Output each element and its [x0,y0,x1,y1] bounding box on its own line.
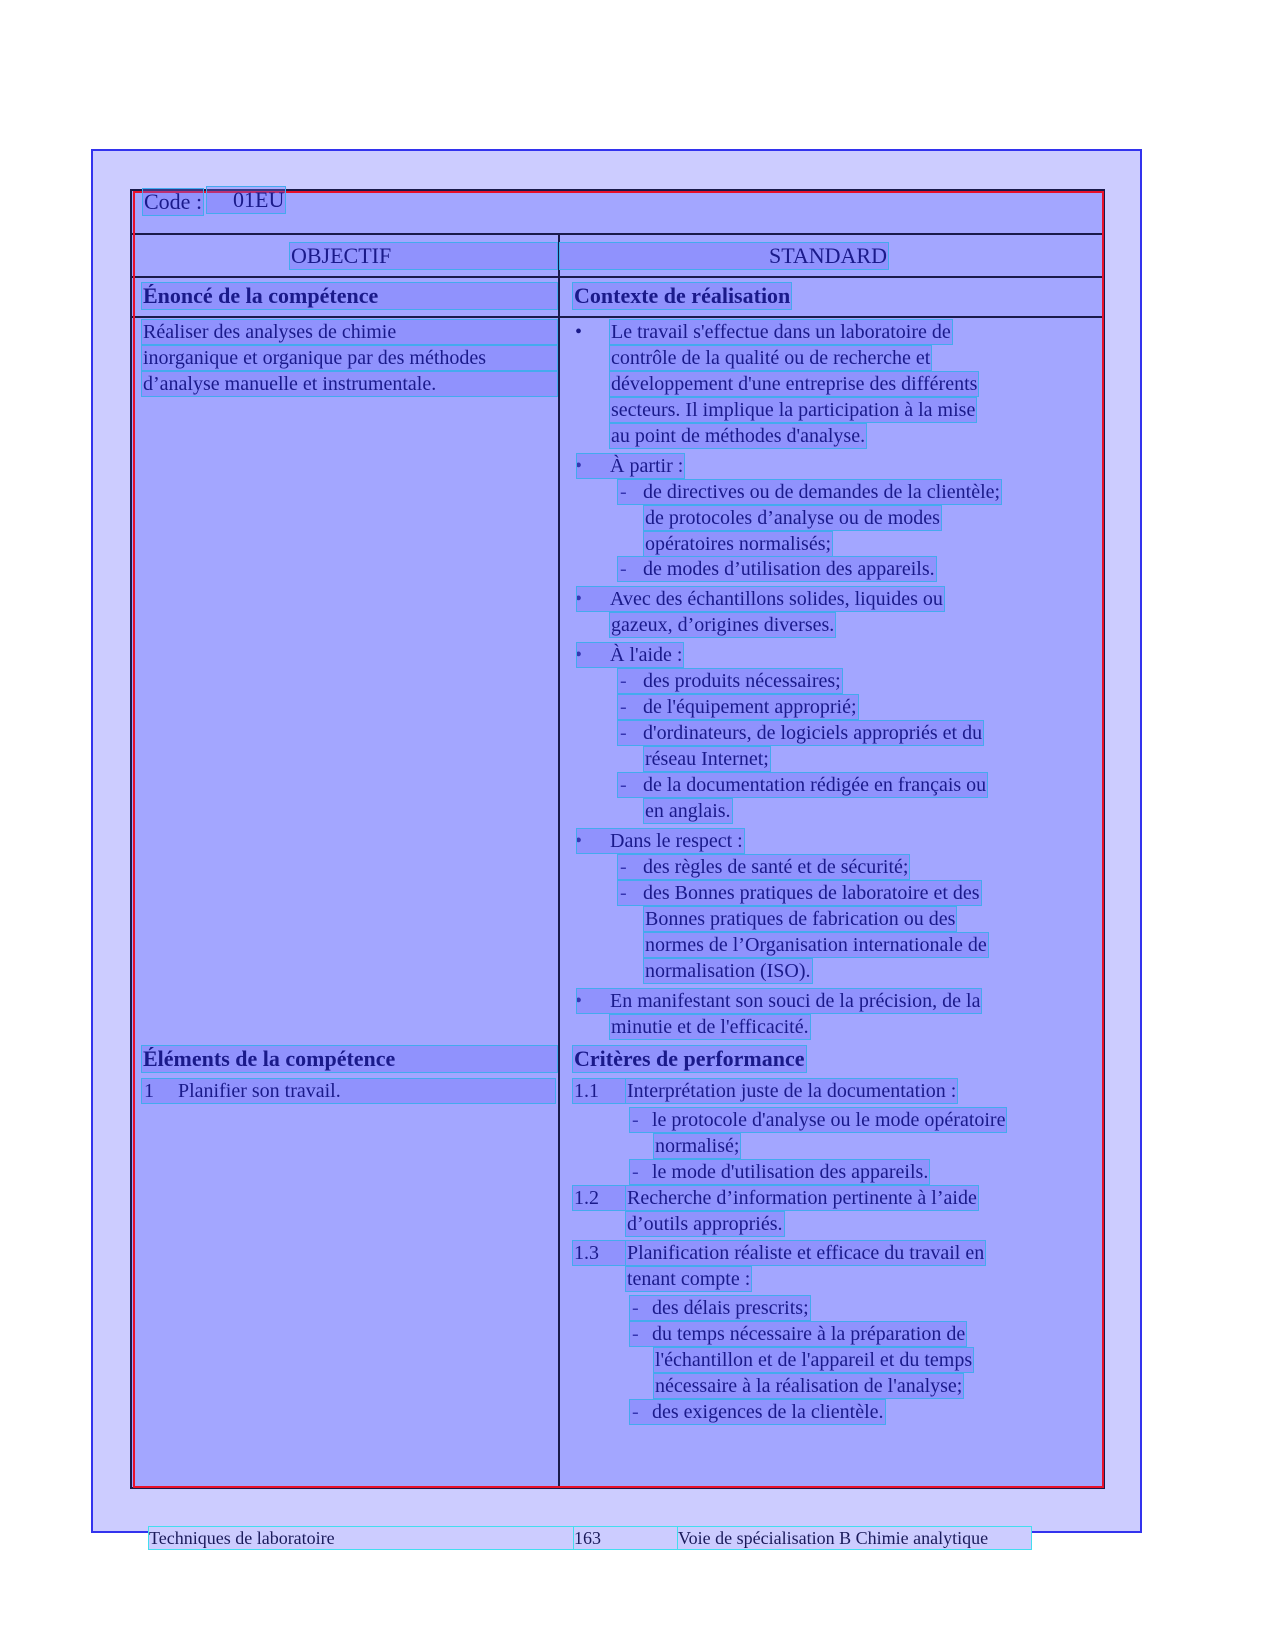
contexte-line: À l'aide : [577,643,683,667]
code-value: 01EU [207,187,285,213]
critere-line: Interprétation juste de la documentation : [627,1080,957,1102]
critere-line: des exigences de la clientèle. [630,1400,885,1424]
bullet-icon: • [575,588,583,610]
contexte-line: Dans le respect : [577,829,744,853]
contexte-line: minutie et de l'efficacité. [611,1016,809,1038]
sub-bullet-icon: - [632,1109,639,1131]
footer-page-number: 163 [574,1527,678,1549]
contexte-line: développement d'une entreprise des différents [611,373,978,395]
contexte-line: Le travail s'effectue dans un laboratoire de [611,321,951,343]
criteres-title: Critères de performance [574,1046,805,1071]
critere-number: 1.2 [573,1186,625,1210]
contexte-line: Avec des échantillons solides, liquides ou [577,587,944,611]
critere-number: 1.3 [573,1241,625,1265]
contexte-line: des produits nécessaires; [618,669,842,693]
critere-number: 1.1 [573,1079,625,1103]
critere-line: d’outils appropriés. [627,1213,783,1235]
sub-bullet-icon: - [632,1161,639,1183]
bullet-icon: • [575,455,583,477]
enonce-line: d’analyse manuelle et instrumentale. [142,372,557,396]
contexte-line: en anglais. [645,800,731,822]
contexte-line: opératoires normalisés; [645,533,832,555]
enonce-line: inorganique et organique par des méthodes [142,346,557,370]
elements-title: Éléments de la compétence [142,1046,557,1072]
contexte-line: des règles de santé et de sécurité; [618,855,909,879]
critere-line: des délais prescrits; [630,1296,810,1320]
header-objectif: OBJECTIF [290,243,557,269]
contexte-line: des Bonnes pratiques de laboratoire et des [618,881,981,905]
contexte-line: normes de l’Organisation internationale de [645,934,987,956]
contexte-line: de protocoles d’analyse ou de modes [645,507,940,529]
critere-line: Recherche d’information pertinente à l’aide [627,1187,977,1209]
contexte-line: réseau Internet; [645,748,769,770]
contexte-line: En manifestant son souci de la précision, de la [577,989,981,1013]
enonce-title: Énoncé de la compétence [142,283,557,309]
contexte-line: d'ordinateurs, de logiciels appropriés et du [618,721,983,745]
element-number: 1 [144,1080,154,1102]
contexte-line: au point de méthodes d'analyse. [611,425,866,447]
sub-bullet-icon: - [632,1297,639,1319]
bullet-icon: • [575,644,583,666]
row-divider [130,276,1105,278]
sub-bullet-icon: - [620,856,627,878]
row-divider [130,316,1105,318]
contexte-line: de modes d’utilisation des appareils. [618,557,936,581]
sub-bullet-icon: - [632,1323,639,1345]
contexte-line: gazeux, d’origines diverses. [611,614,835,636]
element-item [142,1079,555,1103]
contexte-line: de directives ou de demandes de la clientèle; [618,480,1001,504]
sub-bullet-icon: - [620,558,627,580]
sub-bullet-icon: - [620,774,627,796]
enonce-line: Réaliser des analyses de chimie [142,320,557,344]
critere-line: le protocole d'analyse ou le mode opératoire [630,1108,1006,1132]
critere-line: du temps nécessaire à la préparation de [630,1322,966,1346]
bullet-icon: • [575,990,583,1012]
sub-bullet-icon: - [620,481,627,503]
contexte-line: de l'équipement approprié; [618,695,858,719]
sub-bullet-icon: - [620,696,627,718]
contexte-title: Contexte de réalisation [574,283,791,308]
critere-line: le mode d'utilisation des appareils. [630,1160,929,1184]
contexte-line: contrôle de la qualité ou de recherche et [611,347,931,369]
contexte-line: À partir : [577,454,684,478]
critere-line: tenant compte : [627,1268,751,1290]
header-standard: STANDARD [560,243,888,269]
contexte-line: Bonnes pratiques de fabrication ou des [645,908,956,930]
critere-line: normalisé; [655,1135,740,1157]
element-text: Planifier son travail. [178,1080,341,1102]
bullet-icon: • [575,321,583,343]
bullet-icon: • [575,830,583,852]
sub-bullet-icon: - [632,1401,639,1423]
code-label: Code : [144,189,203,214]
column-divider [558,235,560,1489]
sub-bullet-icon: - [620,882,627,904]
sub-bullet-icon: - [620,722,627,744]
contexte-line: secteurs. Il implique la participation à la mise [611,399,976,421]
footer-left: Techniques de laboratoire [149,1527,574,1549]
contexte-line: normalisation (ISO). [645,960,811,982]
critere-line: l'échantillon et de l'appareil et du temps [655,1349,973,1371]
row-divider [130,233,1105,235]
sub-bullet-icon: - [620,670,627,692]
footer-right: Voie de spécialisation B Chimie analytique [678,1527,1031,1549]
critere-line: nécessaire à la réalisation de l'analyse; [655,1375,963,1397]
contexte-line: de la documentation rédigée en français ou [618,773,987,797]
critere-line: Planification réaliste et efficace du travail en [627,1242,985,1264]
